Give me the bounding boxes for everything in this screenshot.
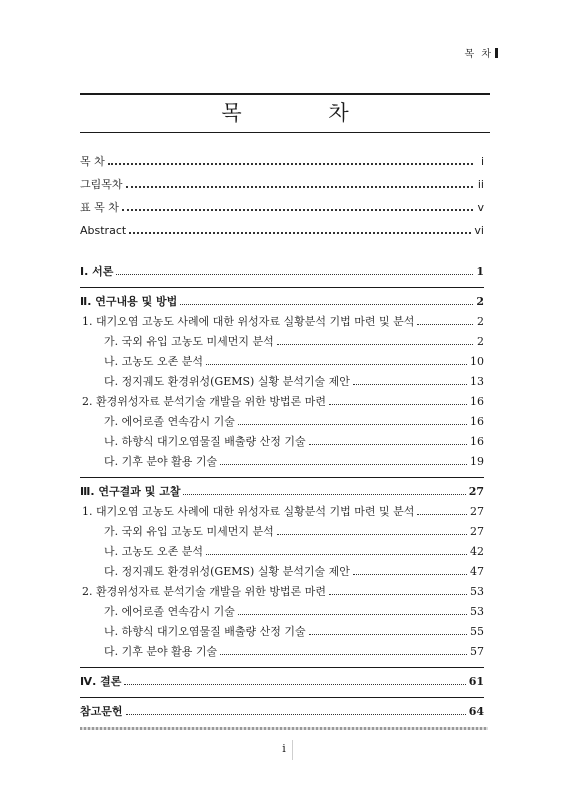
toc-entry-label: 2. 환경위성자료 분석기술 개발을 위한 방법론 마련 xyxy=(82,395,326,408)
toc-entry-page: 13 xyxy=(470,375,484,388)
toc-subsection-entry[interactable] xyxy=(80,602,484,622)
front-matter-entry[interactable] xyxy=(80,219,484,242)
toc-subsection-entry[interactable] xyxy=(80,332,484,352)
toc-section-entry[interactable] xyxy=(80,502,484,522)
toc-subsection-entry[interactable] xyxy=(80,542,484,562)
front-matter-entry[interactable] xyxy=(80,173,484,196)
toc-entry-page: 42 xyxy=(470,545,484,558)
toc-section-entry[interactable] xyxy=(80,582,484,602)
dot-leader xyxy=(126,177,473,188)
toc-entry-page: 16 xyxy=(470,415,484,428)
toc-entry-label: 다. 정지궤도 환경위성(GEMS) 실황 분석기술 제안 xyxy=(104,565,350,578)
toc-entry-page: 16 xyxy=(470,395,484,408)
dot-leader xyxy=(329,585,467,595)
dot-leader xyxy=(126,705,466,715)
toc-entry-page: 2 xyxy=(477,315,484,328)
dot-leader xyxy=(353,375,467,385)
dot-leader xyxy=(417,505,467,515)
dot-leader xyxy=(417,315,473,325)
toc-entry-page: ii xyxy=(477,178,484,191)
dot-leader xyxy=(220,455,467,465)
dot-leader xyxy=(116,265,473,275)
toc-entry-page: 1 xyxy=(476,265,484,278)
dot-leader xyxy=(329,395,467,405)
toc-entry-page: 57 xyxy=(470,645,484,658)
toc-entry-page: 64 xyxy=(468,705,484,718)
toc-entry-page: 53 xyxy=(470,585,484,598)
dot-leader xyxy=(238,415,467,425)
page-number: i xyxy=(282,742,286,755)
toc-entry-label: 목 차 xyxy=(80,155,105,168)
toc-entry-page: v xyxy=(477,201,484,214)
section-divider xyxy=(80,697,484,698)
toc-entry-label: 1. 대기오염 고농도 사례에 대한 위성자료 실황분석 기법 마련 및 분석 xyxy=(82,505,415,518)
dot-leader xyxy=(309,435,467,445)
toc-subsection-entry[interactable] xyxy=(80,432,484,452)
toc-subsection-entry[interactable] xyxy=(80,452,484,472)
section-divider xyxy=(80,287,484,288)
dot-leader xyxy=(108,154,473,165)
toc-entry-label: 다. 기후 분야 활용 기술 xyxy=(104,455,218,468)
toc-chapter-entry[interactable] xyxy=(80,292,484,312)
front-matter-list xyxy=(80,150,484,242)
toc-entry-label: Ⅱ. 연구내용 및 방법 xyxy=(80,295,178,308)
toc-entry-label: Ⅳ. 결론 xyxy=(80,675,122,688)
table-of-contents xyxy=(80,150,484,732)
running-header xyxy=(465,45,499,60)
toc-subsection-entry[interactable] xyxy=(80,562,484,582)
toc-entry-label: Ⅲ. 연구결과 및 고찰 xyxy=(80,485,181,498)
toc-entry-label: 다. 기후 분야 활용 기술 xyxy=(104,645,218,658)
dot-leader xyxy=(206,355,467,365)
dot-leader xyxy=(180,295,473,305)
dot-leader xyxy=(122,200,473,211)
toc-entry-page: vi xyxy=(474,224,484,237)
spacer xyxy=(80,242,484,262)
toc-entry-label: 표 목 차 xyxy=(80,201,119,214)
toc-entry-label: 참고문헌 xyxy=(80,705,123,718)
toc-entry-label: 나. 고농도 오존 분석 xyxy=(104,545,203,558)
toc-entry-label: 나. 고농도 오존 분석 xyxy=(104,355,203,368)
dot-leader xyxy=(129,223,471,234)
dot-leader xyxy=(277,335,473,345)
toc-entry-label: 1. 대기오염 고농도 사례에 대한 위성자료 실황분석 기법 마련 및 분석 xyxy=(82,315,415,328)
section-divider xyxy=(80,667,484,668)
toc-entry-label: Ⅰ. 서론 xyxy=(80,265,114,278)
dot-leader xyxy=(353,565,467,575)
toc-chapter-entry[interactable] xyxy=(80,672,484,692)
toc-entry-page: 2 xyxy=(477,335,484,348)
toc-entry-page: i xyxy=(480,155,484,168)
section-divider xyxy=(80,477,484,478)
footer-strip xyxy=(80,727,488,730)
toc-entry-page: 2 xyxy=(476,295,484,308)
header-bar-mark xyxy=(495,48,498,58)
toc-entry-page: 16 xyxy=(470,435,484,448)
title-rule-bottom xyxy=(80,132,490,133)
toc-subsection-entry[interactable] xyxy=(80,622,484,642)
toc-entry-label: 2. 환경위성자료 분석기술 개발을 위한 방법론 마련 xyxy=(82,585,326,598)
toc-entry-page: 55 xyxy=(470,625,484,638)
toc-entry-page: 10 xyxy=(470,355,484,368)
dot-leader xyxy=(309,625,467,635)
toc-subsection-entry[interactable] xyxy=(80,352,484,372)
toc-entry-label: 가. 국외 유입 고농도 미세먼지 분석 xyxy=(104,335,274,348)
toc-section-entry[interactable] xyxy=(80,392,484,412)
toc-entry-label: 가. 에어로졸 연속감시 기술 xyxy=(104,605,235,618)
toc-entry-label: 가. 에어로졸 연속감시 기술 xyxy=(104,415,235,428)
toc-entry-page: 47 xyxy=(470,565,484,578)
toc-entry-label: Abstract xyxy=(80,224,127,237)
toc-entry-page: 27 xyxy=(468,485,484,498)
dot-leader xyxy=(124,675,465,685)
toc-section-entry[interactable] xyxy=(80,312,484,332)
toc-entry-label: 다. 정지궤도 환경위성(GEMS) 실황 분석기술 제안 xyxy=(104,375,350,388)
running-header-text: 목 차 xyxy=(464,49,493,60)
toc-subsection-entry[interactable] xyxy=(80,522,484,542)
dot-leader xyxy=(277,525,467,535)
toc-entry-page: 19 xyxy=(470,455,484,468)
dot-leader xyxy=(206,545,467,555)
toc-entry-label: 그림목차 xyxy=(80,178,123,191)
toc-entry-page: 53 xyxy=(470,605,484,618)
toc-subsection-entry[interactable] xyxy=(80,412,484,432)
front-matter-entry[interactable] xyxy=(80,196,484,219)
page-title: 목 차 xyxy=(221,101,389,125)
dot-leader xyxy=(183,485,465,495)
title-rule-top xyxy=(80,93,490,95)
toc-entry-page: 61 xyxy=(468,675,484,688)
dot-leader xyxy=(238,605,467,615)
toc-chapter-entry[interactable] xyxy=(80,482,484,502)
toc-subsection-entry[interactable] xyxy=(80,642,484,662)
toc-chapter-entry[interactable] xyxy=(80,262,484,282)
toc-entry-label: 나. 하향식 대기오염물질 배출량 산정 기술 xyxy=(104,435,306,448)
toc-list xyxy=(80,262,484,728)
toc-entry-label: 가. 국외 유입 고농도 미세먼지 분석 xyxy=(104,525,274,538)
toc-subsection-entry[interactable] xyxy=(80,372,484,392)
toc-entry-label: 나. 하향식 대기오염물질 배출량 산정 기술 xyxy=(104,625,306,638)
toc-entry-page: 27 xyxy=(470,525,484,538)
toc-entry-page: 27 xyxy=(470,505,484,518)
dot-leader xyxy=(220,645,467,655)
front-matter-entry[interactable] xyxy=(80,150,484,173)
toc-chapter-entry[interactable] xyxy=(80,702,484,722)
